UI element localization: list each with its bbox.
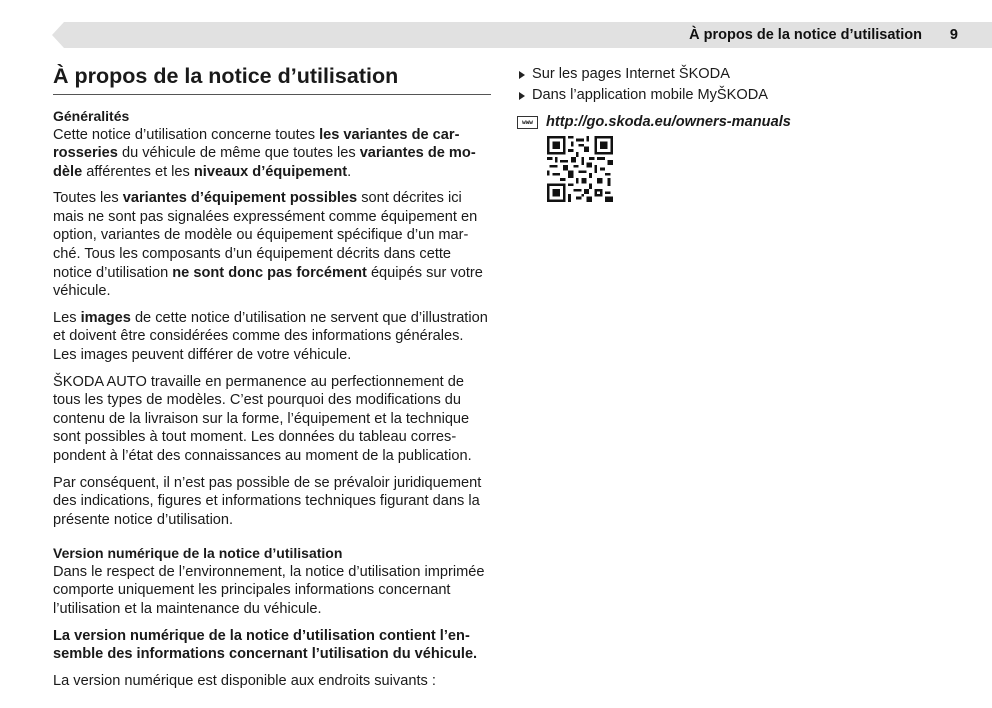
text-run: Dans le respect de l’environnement, la notice d’utilisation imprimée comporte uniquement les principales informations concernant l’utilisation et la maintenance du véhicule. (53, 563, 485, 618)
paragraph (53, 126, 491, 182)
page-title: À propos de la notice d’utilisation (53, 62, 491, 95)
bold-text: ne sont donc pas forcément (172, 264, 367, 281)
text-run: Cette notice d’utilisation concerne toutes (53, 126, 320, 143)
list-item (517, 64, 977, 85)
paragraph (53, 309, 491, 365)
manual-link[interactable]: http://go.skoda.eu/owners-manuals (546, 114, 791, 130)
text-run: sont décrites ici mais ne sont pas signalées expressément comme équipement en option, variantes de modèle ou équipement spécifique d’un marché. Tous les composants d’un équipement décrits dans cette notice d’utilisation (53, 190, 478, 281)
text-run: La version numérique est disponible aux endroits suivants : (53, 672, 436, 689)
bold-text: les variantes de carrosseries (53, 126, 460, 162)
text-run: Les (53, 309, 81, 326)
list-item (517, 85, 977, 106)
paragraph (53, 627, 491, 664)
bold-text: La version numérique de la notice d’utilisation contient l’ensemble des informations concernant l’utilisation du véhicule. (53, 627, 478, 663)
side-column (517, 64, 977, 207)
text-run: de cette notice d’utilisation ne servent que d’illustration et doivent être considérées comme des informations générales. Les images peuvent différer de votre véhicule. (53, 309, 488, 364)
triangle-bullet-icon (519, 71, 525, 79)
qr-code-icon[interactable] (547, 136, 613, 202)
text-run: Toutes les (53, 190, 123, 207)
paragraph (53, 373, 491, 466)
text-run: du véhicule de même que toutes les (117, 145, 360, 162)
paragraph (53, 474, 491, 530)
header-title: À propos de la notice d’utilisation (689, 27, 922, 43)
bold-text: niveaux d’équipement (193, 163, 348, 180)
page-number: 9 (949, 27, 958, 43)
paragraph (53, 189, 491, 301)
text-run: Par conséquent, il n’est pas possible de se prévaloir juridiquement des indications, figures et informations techniques figurant dans la présente notice d’utilisation. (53, 474, 482, 528)
triangle-bullet-icon (519, 92, 525, 100)
section-heading: Généralités (53, 108, 130, 124)
sections (53, 107, 491, 690)
text-run: équipés sur votre véhicule. (53, 264, 483, 300)
main-column (53, 62, 491, 698)
bold-text: images (80, 309, 131, 326)
bullet-text: Sur les pages Internet ŠKODA (532, 66, 730, 82)
www-icon: www (517, 116, 538, 129)
paragraph (53, 672, 491, 691)
bold-text: variantes de modèle (53, 145, 476, 180)
section-heading: Version numérique de la notice d’utilisation (53, 545, 343, 562)
text-run: . (347, 163, 352, 180)
bullet-text: Dans l’application mobile MyŠKODA (532, 87, 769, 103)
manual-link-row[interactable] (517, 114, 977, 130)
paragraph (53, 563, 491, 619)
text-run: afférentes et les (82, 163, 194, 180)
bold-text: variantes d’équipement possibles (122, 190, 358, 207)
text-run: ŠKODA AUTO travaille en permanence au perfectionnement de tous les types de modèles. C’est pourquoi des modifications du contenu de la livraison sur la forme, l’équipement et la technique sont possibles à tout moment. Les données du tableau correspondent à l’état des connaissances au moment de la publication. (53, 373, 472, 464)
